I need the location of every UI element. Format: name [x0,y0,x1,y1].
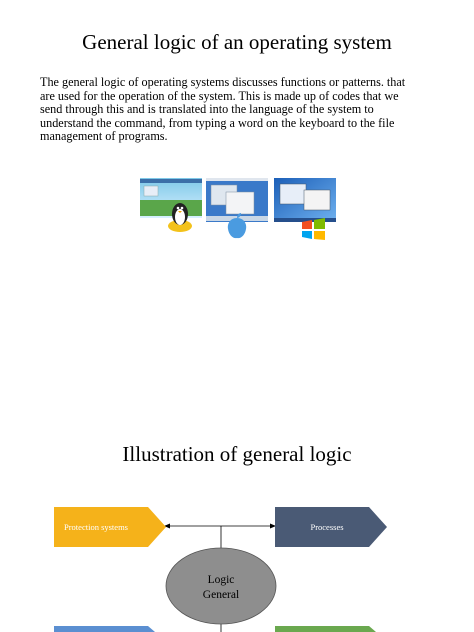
protection-systems-label: Protection systems [64,522,128,532]
processes-label: Processes [310,522,344,532]
os-images-strip [140,178,336,242]
logic-general-ellipse [166,548,276,624]
center-label-line1: Logic [207,574,235,586]
center-label-line2: General [202,589,240,601]
section-title: Illustration of general logic [122,442,352,466]
intro-paragraph: The general logic of operating systems discusses functions or patterns. that are used for the operation of the system. This is made up of codes that we send through this and is translated into the language of the system to understand the command, from typing a word on the keyboard to the file management of programs. [40,75,406,144]
linux-desktop-image [140,178,202,240]
bottom-right-shape [275,626,376,632]
logic-diagram [0,500,474,632]
windows-desktop-image [274,178,336,240]
page-title: General logic of an operating system [82,30,392,54]
bottom-left-shape [54,626,155,632]
mac-desktop-image [206,178,268,240]
